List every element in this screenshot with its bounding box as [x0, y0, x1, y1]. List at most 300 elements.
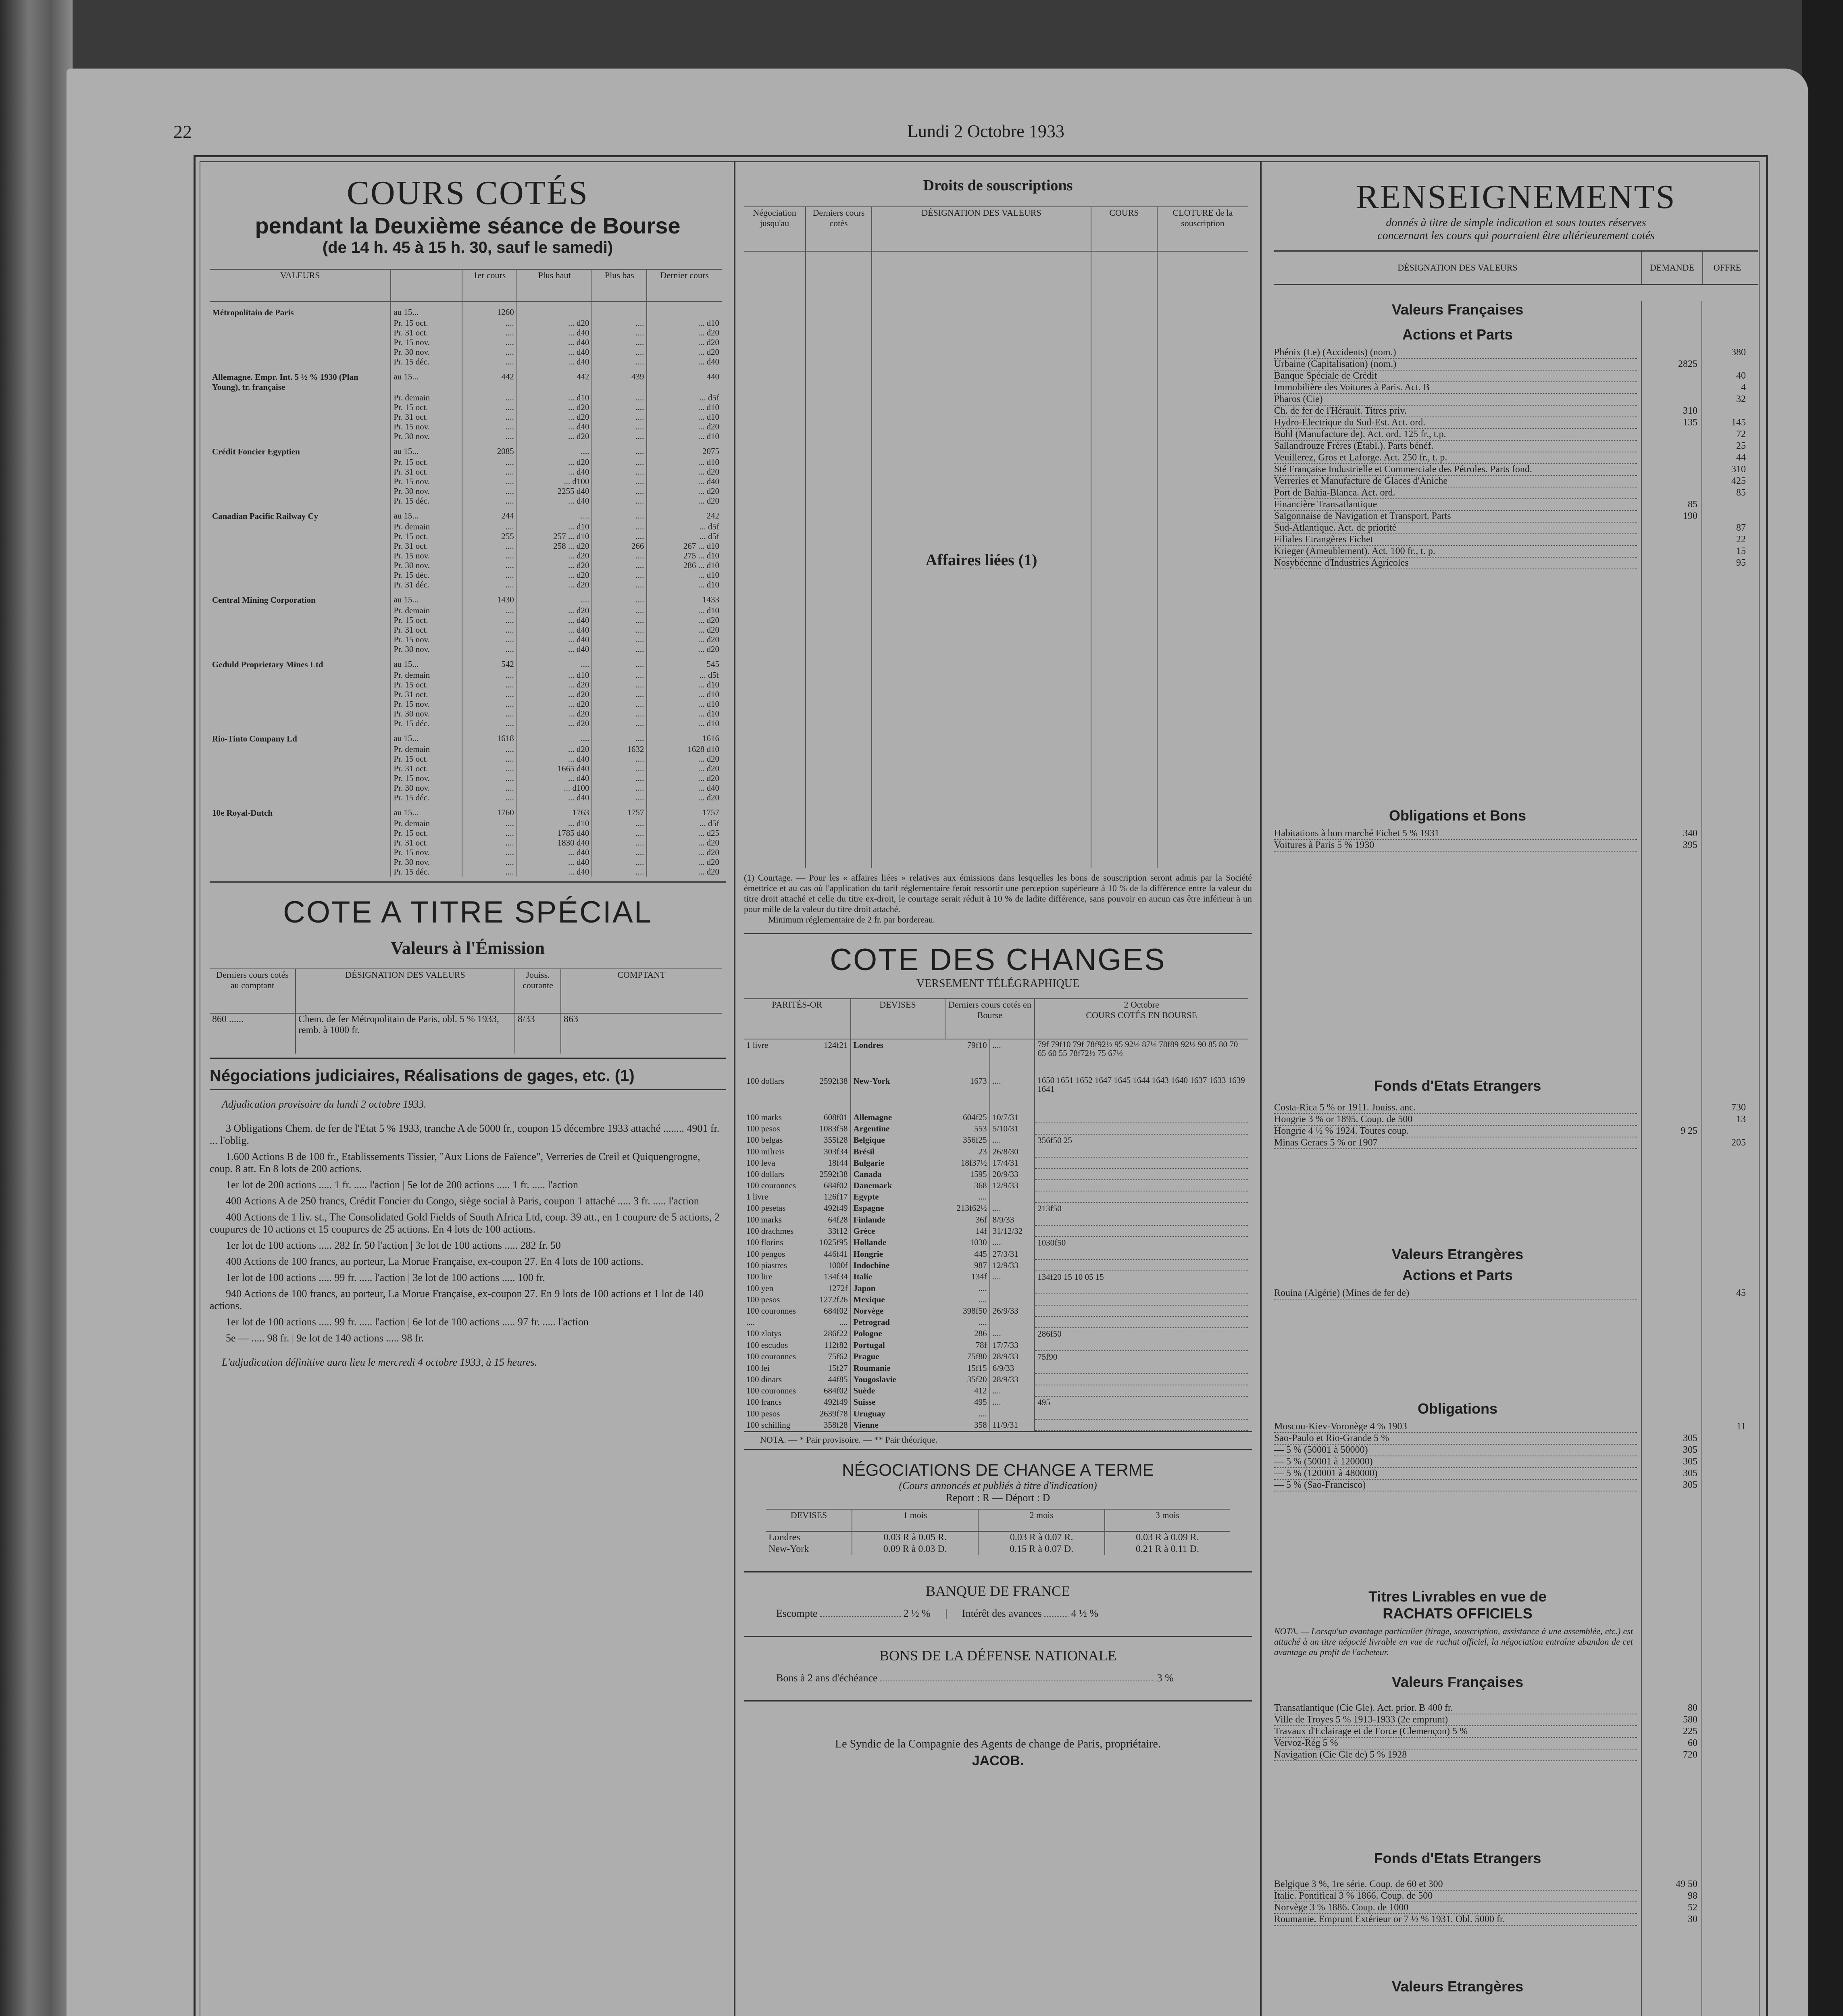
cours-cell: 1616 — [647, 728, 722, 744]
cours-cell: .... — [462, 402, 517, 412]
dernier-date-cell: .... — [990, 1385, 1035, 1396]
demande-cell: 52 — [1688, 1902, 1697, 1913]
cours-cell: ... d20 — [647, 754, 722, 764]
dernier-date-cell: 10/7/31 — [990, 1112, 1035, 1123]
devise-cell: Hollande — [851, 1237, 945, 1248]
parite-unit-cell: 100 dollars — [746, 1076, 784, 1086]
designation-cell: Sud-Atlantique. Act. de priorité — [1274, 523, 1637, 534]
renseignement-row — [1274, 1703, 1758, 1714]
change-row — [744, 1339, 1248, 1351]
col-devises: DEVISES — [851, 999, 945, 1039]
col-demande: DEMANDE — [1641, 252, 1702, 284]
parite-unit-cell: 100 lire — [746, 1272, 773, 1281]
negociation-paragraph: 1er lot de 100 actions ..... 99 fr. ..... l'action | 3e lot de 100 actions ..... 100 fr. — [226, 1272, 545, 1283]
cours-cell: .... — [592, 635, 647, 644]
renseignement-row — [1274, 1714, 1758, 1726]
cours-cell: .... — [462, 541, 517, 551]
demande-cell: 2825 — [1678, 359, 1697, 369]
renseignement-row — [1274, 406, 1758, 417]
dernier-cours-cell: 134f — [971, 1272, 987, 1281]
cours-row — [210, 318, 722, 328]
cours-cell: ... d20 — [647, 867, 722, 877]
cours-cell: ... d20 — [647, 486, 722, 496]
obligations-bons-list — [1274, 828, 1758, 852]
demande-cell — [1637, 347, 1697, 359]
negociations-paragraphs — [210, 1123, 726, 1344]
cours-bourse-cell — [1035, 1146, 1248, 1157]
cours-cell: .... — [462, 867, 517, 877]
cours-cell: .... — [592, 773, 647, 783]
dernier-date-cell: 5/10/31 — [990, 1123, 1035, 1134]
parite-value-cell: 1083f58 — [819, 1124, 848, 1133]
cours-cell: ... d40 — [517, 625, 592, 635]
cours-cell: .... — [592, 670, 647, 680]
negociation-paragraph: 1er lot de 200 actions ..... 1 fr. ..... l'action | 5e lot de 200 actions ..... 1 fr. ..... l'action — [226, 1179, 578, 1191]
cours-cell: .... — [462, 754, 517, 764]
parite-unit-cell: .... — [746, 1317, 755, 1327]
actions-parts-2-list — [1274, 1288, 1758, 1300]
cours-cell: ... d10 — [647, 606, 722, 615]
cours-row — [210, 589, 722, 606]
dernier-date-cell: .... — [990, 1075, 1035, 1112]
parite-value-cell: 2592f38 — [819, 1076, 848, 1086]
section-obligations-bons: Obligations et Bons — [1389, 807, 1526, 824]
cours-cell: ... d20 — [647, 496, 722, 506]
cours-cell: ... d40 — [517, 644, 592, 654]
book-edge — [0, 0, 73, 2016]
echeance-cell: Pr. 15 oct. — [391, 457, 462, 467]
cours-bourse-cell — [1035, 1316, 1248, 1328]
cours-cell: ... d20 — [647, 764, 722, 773]
cours-cell: ... d20 — [517, 402, 592, 412]
rachats-nota: NOTA. — Lorsqu'un avantage particulier (tirage, souscription, assistance à une assemblée, etc.) est attaché à un titre négocié livrable en vue de rachat officiel, la négociation entraîne abandon de cet avantage au profit de l'acheteur. — [1274, 1626, 1633, 1657]
designation-cell: — 5 % (50001 à 50000) — [1274, 1445, 1637, 1456]
cours-cell: .... — [592, 347, 647, 357]
devise-cell: Uruguay — [851, 1408, 945, 1419]
devise-cell: Japon — [851, 1283, 945, 1294]
valeur-name — [210, 783, 391, 793]
dernier-cours-cell: 78f — [975, 1340, 987, 1350]
dernier-cours-cell: 1595 — [970, 1169, 987, 1179]
cours-cell: ... d5f — [647, 393, 722, 402]
designation-cell: Belgique 3 %, 1re série. Coup. de 60 et 300 — [1274, 1879, 1637, 1891]
droits-table — [744, 206, 1248, 868]
parite-value-cell: 684f02 — [824, 1386, 848, 1395]
negociation-paragraph: 400 Actions de 100 francs, au porteur, La Morue Française, ex-coupon 27. En 4 lots de 100 actions. — [226, 1256, 643, 1267]
terme-row — [766, 1543, 1230, 1555]
cours-cell: ... d20 — [517, 580, 592, 589]
section-valeurs-francaises: Valeurs Françaises — [1391, 301, 1524, 318]
echeance-cell: Pr. 30 nov. — [391, 783, 462, 793]
column-divider-2 — [1260, 161, 1262, 2016]
negociation-paragraph: 940 Actions de 100 francs, au porteur, La Morue Française, ex-coupon 27. En 9 lots de 100 actions et 1 lot de 140 actions. — [210, 1288, 704, 1312]
renseignement-row — [1274, 1433, 1758, 1445]
dernier-date-cell: 11/9/31 — [990, 1419, 1035, 1431]
demande-cell: 30 — [1688, 1914, 1697, 1924]
demande-cell: 135 — [1683, 417, 1697, 428]
cours-bourse-cell: 356f50 25 — [1035, 1134, 1248, 1146]
changes-body — [744, 1039, 1248, 1431]
renseignement-row — [1274, 523, 1758, 534]
cours-cell: .... — [462, 551, 517, 560]
cours-row — [210, 615, 722, 625]
cours-cell: .... — [592, 412, 647, 422]
demande-cell: 340 — [1683, 828, 1697, 839]
cours-bourse-cell — [1035, 1385, 1248, 1396]
change-row — [744, 1328, 1248, 1339]
divider — [744, 1571, 1252, 1572]
parite-unit-cell: 100 couronnes — [746, 1386, 796, 1395]
cours-bourse-cell — [1035, 1168, 1248, 1180]
valeur-name — [210, 551, 391, 560]
designation-cell: Ville de Troyes 5 % 1913-1933 (2e emprunt) — [1274, 1714, 1637, 1726]
cours-row — [210, 580, 722, 589]
valeur-name — [210, 773, 391, 783]
valeur-name — [210, 531, 391, 541]
renseignement-row — [1274, 476, 1758, 487]
cours-cell: 267 ... d10 — [647, 541, 722, 551]
parite-unit-cell: 1 livre — [746, 1192, 768, 1202]
echeance-cell: Pr. 15 déc. — [391, 867, 462, 877]
cours-cotes-subtitle: pendant la Deuxième séance de Bourse — [255, 213, 681, 238]
terme-cell: 0.15 R à 0.07 D. — [978, 1543, 1104, 1555]
devise-cell: Hongrie — [851, 1248, 945, 1260]
section-fonds-etats: Fonds d'Etats Etrangers — [1374, 1077, 1541, 1094]
echeance-cell: Pr. 30 nov. — [391, 347, 462, 357]
demande-cell — [1637, 546, 1697, 558]
cours-cell: ... d40 — [647, 783, 722, 793]
page-date: Lundi 2 Octobre 1933 — [907, 121, 1064, 141]
designation-cell: Rouina (Algérie) (Mines de fer de) — [1274, 1288, 1637, 1300]
echeance-cell: Pr. 15 oct. — [391, 318, 462, 328]
renseignement-row — [1274, 417, 1758, 429]
cours-cell: ... d20 — [517, 412, 592, 422]
demande-cell: 60 — [1688, 1738, 1697, 1748]
col-valeurs: VALEURS — [210, 269, 391, 302]
designation-cell: Voitures à Paris 5 % 1930 — [1274, 840, 1637, 852]
change-row — [744, 1408, 1248, 1419]
offre-cell — [1697, 1879, 1746, 1891]
col-premier-cours: 1er cours — [462, 269, 517, 302]
dernier-date-cell: 27/3/31 — [990, 1248, 1035, 1260]
negociation-paragraph: 400 Actions A de 250 francs, Crédit Foncier du Congo, siège social à Paris, coupon 1 attaché ..... 3 fr. ..... l'action — [226, 1195, 699, 1207]
negociations-closing: L'adjudication définitive aura lieu le mercredi 4 octobre 1933, à 15 heures. — [222, 1356, 537, 1368]
cours-cell: ... d10 — [647, 318, 722, 328]
renseignement-row — [1274, 1114, 1758, 1126]
demande-cell — [1637, 487, 1697, 499]
banque-line: Escompte 2 ½ % | Intérêt des avances 4 ½ % — [776, 1608, 1098, 1619]
valeur-name — [210, 422, 391, 431]
cours-cell: .... — [462, 828, 517, 838]
col-negociation: Négociation jusqu'au — [744, 207, 806, 251]
cours-cell: .... — [592, 828, 647, 838]
demande-cell — [1637, 394, 1697, 406]
cours-row — [210, 625, 722, 635]
col-1-mois: 1 mois — [852, 1509, 978, 1531]
designation-cell: — 5 % (Sao-Francisco) — [1274, 1480, 1637, 1491]
offre-cell — [1697, 1456, 1746, 1468]
echeance-cell: Pr. 15 nov. — [391, 551, 462, 560]
cours-bourse-cell: 495 — [1035, 1396, 1248, 1408]
col-derniers-cours: Derniers cours cotés — [806, 207, 872, 251]
cours-cell: ... d20 — [647, 793, 722, 802]
change-row — [744, 1134, 1248, 1146]
devise-cell: Indochine — [851, 1260, 945, 1271]
echeance-cell: au 15... — [391, 589, 462, 606]
dernier-cours-cell: 445 — [974, 1249, 987, 1259]
valeur-name — [210, 680, 391, 689]
cours-cell: .... — [462, 635, 517, 644]
cours-cell: 1760 — [462, 802, 517, 818]
col-comptant: COMPTANT — [561, 969, 722, 1013]
parite-value-cell: 446f41 — [824, 1249, 848, 1259]
cours-cell: ... d20 — [647, 347, 722, 357]
negociations-intro: Adjudication provisoire du lundi 2 octobre 1933. — [222, 1098, 427, 1110]
parite-unit-cell: 100 lei — [746, 1363, 770, 1373]
offre-cell: 13 — [1736, 1114, 1746, 1125]
cours-cell: ... d20 — [517, 719, 592, 728]
cours-cell: .... — [462, 337, 517, 347]
renseignement-row — [1274, 464, 1758, 476]
cours-cell: .... — [462, 477, 517, 486]
change-row — [744, 1157, 1248, 1168]
cours-cell: .... — [592, 589, 647, 606]
banque-title: BANQUE DE FRANCE — [925, 1583, 1070, 1599]
renseignements-title: RENSEIGNEMENTS — [1356, 178, 1676, 216]
droits-minimum: Minimum réglementaire de 2 fr. par bordereau. — [768, 914, 935, 925]
cours-bourse-cell: 213f50 — [1035, 1202, 1248, 1214]
devise-cell: New-York — [768, 1544, 809, 1554]
offre-cell: 95 — [1736, 558, 1746, 568]
cours-cell: 1632 — [592, 744, 647, 754]
valeur-name: Crédit Foncier Egyptien — [212, 447, 300, 456]
parite-value-cell: 126f17 — [824, 1192, 848, 1202]
cours-row — [210, 531, 722, 541]
parite-unit-cell: 100 marks — [746, 1215, 782, 1225]
section-obligations: Obligations — [1418, 1400, 1497, 1417]
parite-unit-cell: 100 escudos — [746, 1340, 788, 1350]
dernier-date-cell: .... — [990, 1328, 1035, 1339]
parite-value-cell: 1272f26 — [819, 1295, 848, 1304]
dernier-date-cell: 20/9/33 — [990, 1168, 1035, 1180]
terme-body — [766, 1531, 1230, 1555]
cours-cell: ... d10 — [647, 680, 722, 689]
negociation-paragraph: 5e — ..... 98 fr. | 9e lot de 140 actions ..... 98 fr. — [226, 1332, 424, 1344]
cours-cell: ... d10 — [647, 699, 722, 709]
renseignement-row — [1274, 1726, 1758, 1738]
terme-cell: 0.21 R à 0.11 D. — [1105, 1543, 1230, 1555]
dernier-cours-cell: 14f — [975, 1226, 987, 1236]
cours-cell: ... d20 — [647, 328, 722, 337]
demande-cell: 9 25 — [1681, 1126, 1697, 1136]
designation-cell: Italie. Pontifical 3 % 1866. Coup. de 500 — [1274, 1891, 1637, 1902]
echeance-cell: Pr. 31 déc. — [391, 580, 462, 589]
terme-title: NÉGOCIATIONS DE CHANGE A TERME — [842, 1460, 1154, 1479]
obligations-list — [1274, 1421, 1758, 1491]
offre-cell: 87 — [1736, 523, 1746, 533]
cours-row — [210, 848, 722, 857]
cours-cell: .... — [592, 467, 647, 477]
cours-cell: .... — [592, 457, 647, 467]
cours-cell: .... — [517, 441, 592, 457]
section-actions-parts: Actions et Parts — [1402, 326, 1513, 343]
cours-row — [210, 328, 722, 337]
echeance-cell: Pr. 30 nov. — [391, 857, 462, 867]
cours-cell: .... — [462, 328, 517, 337]
offre-cell — [1697, 1902, 1746, 1914]
change-row — [744, 1351, 1248, 1362]
designation-cell: Port de Bahia-Blanca. Act. ord. — [1274, 487, 1637, 499]
avances-value: 4 ½ % — [1071, 1608, 1098, 1619]
renseignement-row — [1274, 1914, 1758, 1926]
devise-cell: Portugal — [851, 1339, 945, 1351]
dernier-date-cell — [990, 1191, 1035, 1202]
cours-cell: ... d40 — [517, 848, 592, 857]
echeance-cell: au 15... — [391, 654, 462, 670]
divider — [210, 881, 726, 883]
cours-row — [210, 560, 722, 570]
cours-bourse-cell: 1030f50 — [1035, 1237, 1248, 1248]
dernier-date-cell: 8/9/33 — [990, 1214, 1035, 1225]
valeur-name — [210, 347, 391, 357]
cours-bourse-cell — [1035, 1180, 1248, 1191]
parite-unit-cell: 1 livre — [746, 1040, 768, 1050]
cours-cell: .... — [462, 560, 517, 570]
dernier-cours-cell: 36f — [975, 1215, 987, 1225]
cours-cell: .... — [592, 818, 647, 828]
cours-cell: ... d10 — [647, 719, 722, 728]
cours-cell: .... — [592, 615, 647, 625]
terme-cell: 0.03 R à 0.07 R. — [978, 1531, 1104, 1543]
parite-value-cell: 303f34 — [824, 1147, 848, 1156]
cours-bourse-cell — [1035, 1214, 1248, 1225]
cours-cell: .... — [517, 728, 592, 744]
echeance-cell: au 15... — [391, 506, 462, 522]
dernier-date-cell: .... — [990, 1039, 1035, 1075]
dernier-date-cell: .... — [990, 1202, 1035, 1214]
designation-cell: Norvège 3 % 1886. Coup. de 1000 — [1274, 1902, 1637, 1914]
bons-line — [776, 1672, 1252, 1684]
cours-bourse-cell — [1035, 1339, 1248, 1351]
col-designation: DÉSIGNATION DES VALEURS — [296, 969, 515, 1013]
demande-cell: 305 — [1683, 1468, 1697, 1479]
cours-cell: .... — [462, 670, 517, 680]
dernier-date-cell: 17/4/31 — [990, 1157, 1035, 1168]
divider — [210, 1089, 726, 1090]
cours-cell: 1433 — [647, 589, 722, 606]
devise-cell: Londres — [768, 1532, 800, 1543]
avances-label: Intérêt des avances — [962, 1608, 1042, 1619]
cours-cell: ... d40 — [517, 857, 592, 867]
valeur-name — [210, 486, 391, 496]
titre-special-table — [210, 968, 722, 1054]
actions-parts-list — [1274, 347, 1758, 569]
offre-cell — [1697, 511, 1746, 523]
col-2-mois: 2 mois — [978, 1509, 1104, 1531]
cours-row — [210, 337, 722, 347]
designation-cell: — 5 % (120001 à 480000) — [1274, 1468, 1637, 1480]
designation-cell: Hongrie 4 ½ % 1924. Toutes coup. — [1274, 1126, 1637, 1137]
cours-row — [210, 744, 722, 754]
change-row — [744, 1316, 1248, 1328]
valeur-name — [210, 754, 391, 764]
renseignement-row — [1274, 1102, 1758, 1114]
designation-cell: Filiales Etrangères Fichet — [1274, 534, 1637, 546]
designation-cell: — 5 % (50001 à 120000) — [1274, 1456, 1637, 1468]
designation-cell: Moscou-Kiev-Voronège 4 % 1903 — [1274, 1421, 1637, 1433]
cours-cell: .... — [592, 357, 647, 367]
dernier-cours-cell: 604f25 — [963, 1112, 987, 1122]
cours-row — [210, 393, 722, 402]
cours-cell: ... d40 — [517, 328, 592, 337]
echeance-cell: Pr. 30 nov. — [391, 709, 462, 719]
cours-cell: .... — [462, 689, 517, 699]
valeur-name — [210, 580, 391, 589]
valeur-name — [210, 625, 391, 635]
echeance-cell: Pr. 15 nov. — [391, 773, 462, 783]
cours-bourse-cell: 286f50 — [1035, 1328, 1248, 1339]
echeance-cell: Pr. demain — [391, 670, 462, 680]
cours-bourse-cell — [1035, 1157, 1248, 1168]
designation-cell: Nosybéenne d'Industries Agricoles — [1274, 558, 1637, 569]
renseignement-row — [1274, 534, 1758, 546]
parite-unit-cell: 100 zlotys — [746, 1329, 781, 1338]
parite-unit-cell: 100 couronnes — [746, 1352, 796, 1361]
parite-unit-cell: 100 piastres — [746, 1260, 787, 1270]
cours-cell: .... — [592, 422, 647, 431]
demande-cell: 305 — [1683, 1433, 1697, 1443]
affaires-liees: Affaires liées (1) — [925, 550, 1037, 569]
renseignement-row — [1274, 1445, 1758, 1456]
cours-row — [210, 302, 722, 318]
echeance-cell: Pr. 15 nov. — [391, 337, 462, 347]
offre-cell — [1697, 1914, 1746, 1926]
cours-cell: ... d40 — [647, 477, 722, 486]
cours-cell: .... — [592, 719, 647, 728]
valeur-name: Central Mining Corporation — [212, 595, 316, 605]
change-row — [744, 1237, 1248, 1248]
col-dernier-cours: Dernier cours — [647, 269, 722, 302]
demande-cell: 190 — [1683, 511, 1697, 521]
valeur-name — [210, 402, 391, 412]
parite-value-cell: 64f28 — [828, 1215, 848, 1225]
cours-cell: ... d10 — [517, 522, 592, 531]
dernier-date-cell — [990, 1316, 1035, 1328]
rachats-title-1: Titres Livrables en vue de — [1368, 1588, 1547, 1605]
cours-bourse-cell: 1650 1651 1652 1647 1645 1644 1643 1640 1637 1633 1639 1641 — [1035, 1075, 1248, 1112]
valeur-name: Rio-Tinto Company Ld — [212, 734, 297, 744]
negociations-title: Négociations judiciaires, Réalisations de gages, etc. (1) — [210, 1067, 635, 1085]
cours-cell: .... — [462, 318, 517, 328]
dernier-date-cell: 26/8/30 — [990, 1146, 1035, 1157]
devise-cell: Suisse — [851, 1396, 945, 1408]
cours-cell: ... d20 — [517, 551, 592, 560]
devise-cell: Londres — [851, 1039, 945, 1075]
changes-title: COTE DES CHANGES — [830, 943, 1166, 977]
cours-bourse-cell — [1035, 1419, 1248, 1431]
dernier-cours-cell: 987 — [974, 1260, 987, 1270]
demande-cell — [1637, 441, 1697, 452]
cours-row — [210, 541, 722, 551]
cours-cell: .... — [462, 773, 517, 783]
cours-cell: .... — [462, 818, 517, 828]
cours-row — [210, 412, 722, 422]
renseignement-row — [1274, 1456, 1758, 1468]
cours-cell: .... — [592, 793, 647, 802]
cours-cell: .... — [592, 580, 647, 589]
valeur-name — [210, 570, 391, 580]
dernier-cours-cell: .... — [978, 1295, 987, 1304]
